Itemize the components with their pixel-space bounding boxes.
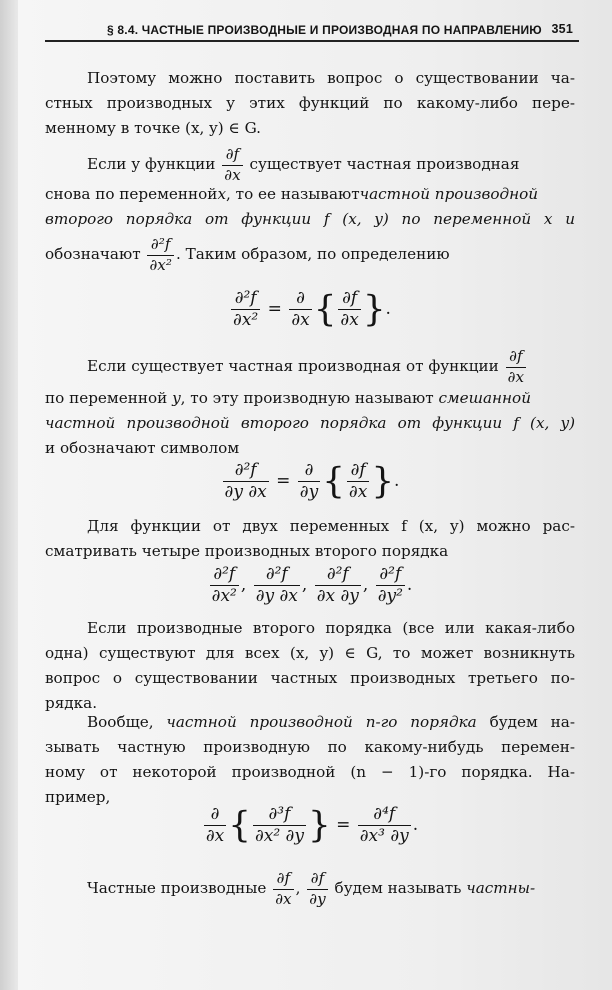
p6-line-2: зывать частную производную по какому-нибудь перемен-	[45, 738, 575, 756]
paragraph-5	[45, 616, 575, 716]
paragraph-2	[45, 146, 575, 276]
p5-line-2: одна) существуют для всех (x, y) ∈ G, то может возникнуть	[45, 644, 575, 662]
p3-line-2c: , то эту производную называют	[180, 389, 434, 407]
paragraph-1	[45, 66, 575, 141]
equation-1: $\frac{\text{∂²f}}{\text{∂x²}}$ = $\frac{\partial}{\partial x}$ { $\frac{\partial f}{\partial x}$ }.	[233, 288, 391, 330]
p1-line-3: менному в точке (x, y) ∈ G.	[45, 119, 262, 137]
p2-line-4a: обозначают	[45, 245, 141, 263]
p2-var-x: x	[217, 185, 227, 203]
p2-line-2c: , то ее называют	[226, 185, 360, 203]
p3-line-4: и обозначают символом	[45, 439, 240, 457]
p5-line-1: Если производные второго порядка (все или какая-либо	[87, 619, 575, 637]
p6-term-italic: частной производной n-го порядка	[166, 713, 477, 731]
p6-line-3: ному от некоторой производной (n − 1)-го порядка. На-	[45, 763, 575, 781]
p4-line-1: Для функции от двух переменных f (x, y) можно рас-	[87, 517, 575, 535]
p6-line-1c: будем на-	[489, 713, 575, 731]
p3-line-2a: по переменной	[45, 389, 168, 407]
p2-line-1a: Если у функции	[87, 155, 216, 173]
fraction-d2f-dx2: $\frac{\text{∂²f}}{\text{∂x²}}$	[149, 235, 172, 274]
p2-line-4b: . Таким образом, по определению	[175, 245, 450, 263]
p1-line-1: Поэтому можно поставить вопрос о существовании ча-	[87, 69, 575, 87]
p3-term-italic: смешанной	[438, 389, 531, 407]
p7-line-1b: будем называть	[334, 879, 462, 897]
p6-line-4: пример,	[45, 788, 111, 806]
p5-line-3: вопрос о существовании частных производных третьего по-	[45, 669, 575, 687]
running-header	[45, 18, 579, 42]
equation-2: $\frac{\text{∂²f}}{\partial y \partial x}$ = $\frac{\partial}{\partial y}$ { $\frac{\partial f}{\partial x}$ }.	[224, 460, 400, 502]
equation-3: $\frac{\text{∂²f}}{\text{∂x²}}$ , $\frac{\text{∂²f}}{\partial y \partial x}$ , $\frac{\text{∂²f}}{\partial x \partial y}$ , $\frac{\text{∂²f}}{\text{∂y²}}$ .	[211, 564, 413, 606]
paragraph-6	[45, 710, 575, 810]
p2-line-2a: снова по переменной	[45, 185, 218, 203]
p5-line-4: рядка.	[45, 694, 98, 712]
p7-line-1a: Частные производные	[87, 879, 267, 897]
p6-line-1a: Вообще,	[87, 713, 154, 731]
p4-line-2: сматривать четыре производных второго порядка	[45, 542, 449, 560]
p3-line-1a: Если существует частная производная от функции	[87, 357, 499, 375]
p2-line-3: второго порядка от функции f (x, y) по переменной x и	[45, 210, 575, 228]
p7-term-italic: частны-	[466, 879, 536, 897]
page-number: 351	[551, 22, 573, 36]
header-title: § 8.4. ЧАСТНЫЕ ПРОИЗВОДНЫЕ И ПРОИЗВОДНАЯ ПО НАПРАВЛЕНИЮ	[107, 23, 542, 37]
page-spine-shadow	[0, 0, 18, 990]
paragraph-3	[45, 346, 575, 461]
fraction-df-dx-2: $\frac{\partial f}{\partial x}$	[507, 347, 525, 386]
paragraph-4	[45, 514, 575, 564]
p1-line-2: стных производных у этих функций по какому-либо пере-	[45, 94, 575, 112]
p2-line-1b: существует частная производная	[249, 155, 520, 173]
equation-4: $\frac{\partial}{\partial x}$ { $\frac{\text{∂³f}}{\text{∂x² ∂y}}$ } = $\frac{\text{∂⁴f}}{\text{∂x³ ∂y}}$ .	[205, 804, 419, 846]
fraction-df-dx: $\frac{\partial f}{\partial x}$	[224, 145, 241, 184]
paragraph-7: Частные производные $\frac{\partial f}{\partial x}$ , $\frac{\partial f}{\partial y}$ будем называть частны-	[87, 869, 536, 908]
p3-var-y: y	[172, 389, 181, 407]
p2-term-italic: частной производной	[359, 185, 539, 203]
p3-line-3: частной производной второго порядка от функции f (x, y)	[45, 414, 575, 432]
